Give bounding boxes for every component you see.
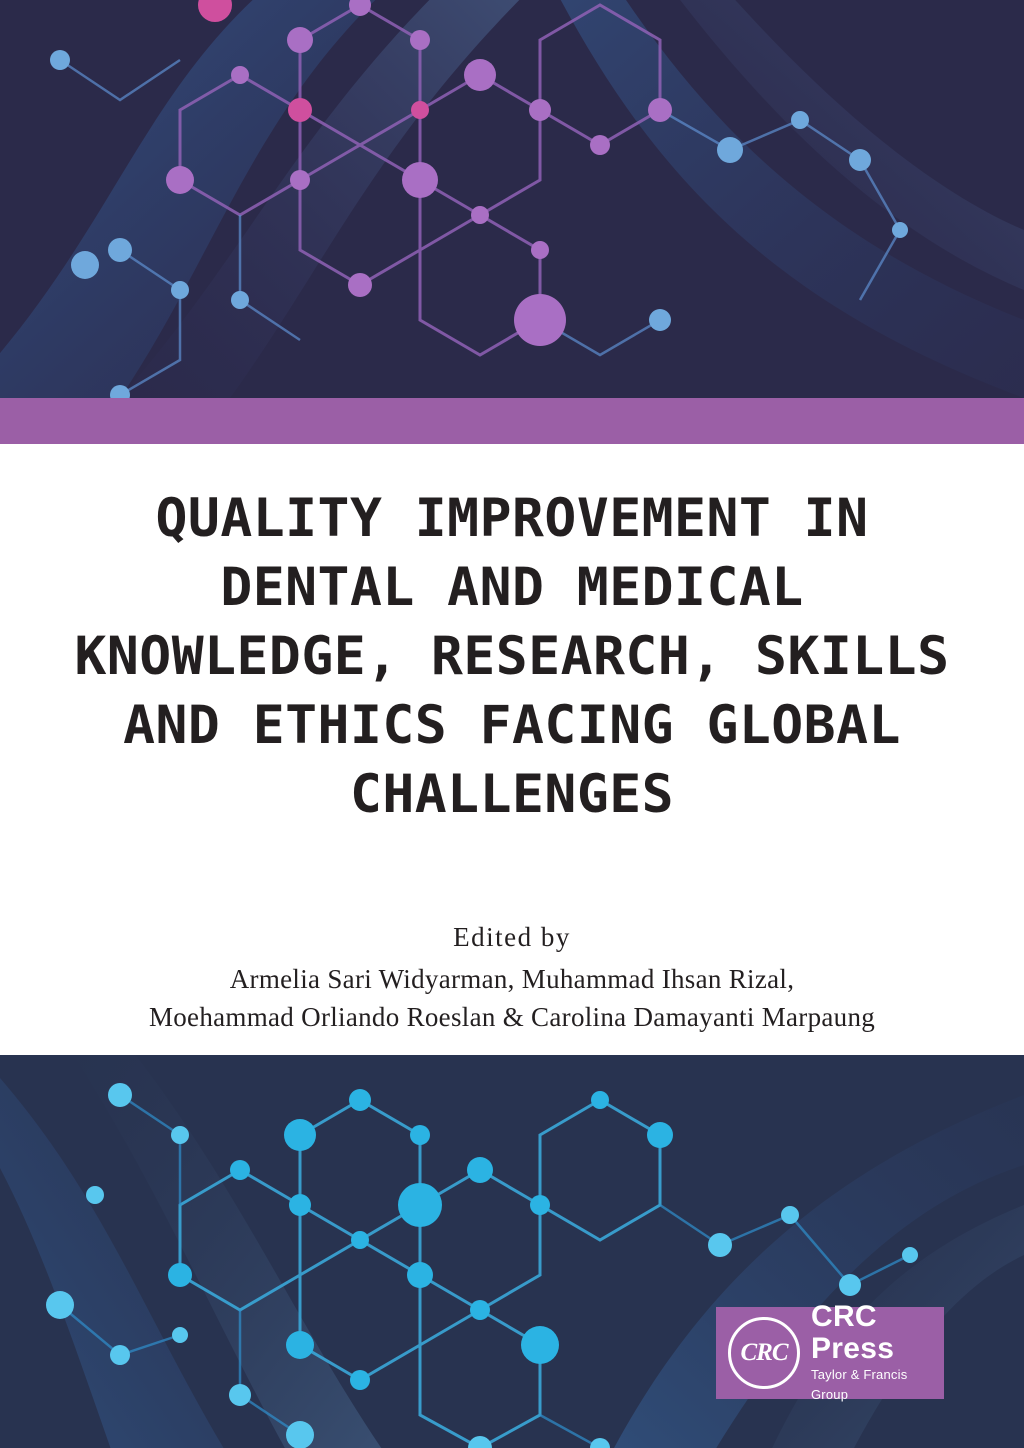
title-line-3: KNOWLEDGE, RESEARCH, SKILLS (74, 626, 950, 687)
publisher-logo (716, 1300, 944, 1402)
editor-line-2: Moehammad Orliando Roeslan & Carolina Damayanti Marpaung (148, 1002, 876, 1032)
title-line-2: DENTAL AND MEDICAL (220, 557, 804, 618)
edited-by-label: Edited by (453, 922, 571, 952)
title-line-5: CHALLENGES (349, 764, 675, 825)
editors-block (40, 922, 984, 1036)
top-artwork-panel (0, 0, 1024, 398)
title-line-4: AND ETHICS FACING GLOBAL (123, 695, 901, 756)
title-panel (0, 444, 1024, 1055)
publisher-name: CRC Press (811, 1300, 895, 1365)
page-title (60, 484, 964, 829)
editor-line-1: Armelia Sari Widyarman, Muhammad Ihsan Rizal, (229, 964, 795, 994)
title-line-1: QUALITY IMPROVEMENT IN (155, 488, 869, 549)
molecule-graphic-top (0, 0, 1024, 398)
publisher-group: Taylor & Francis Group (811, 1367, 908, 1402)
crc-monogram-icon (728, 1317, 800, 1389)
crc-monogram-text: CRC (740, 1339, 788, 1366)
accent-band (0, 398, 1024, 444)
publisher-text (811, 1301, 932, 1405)
